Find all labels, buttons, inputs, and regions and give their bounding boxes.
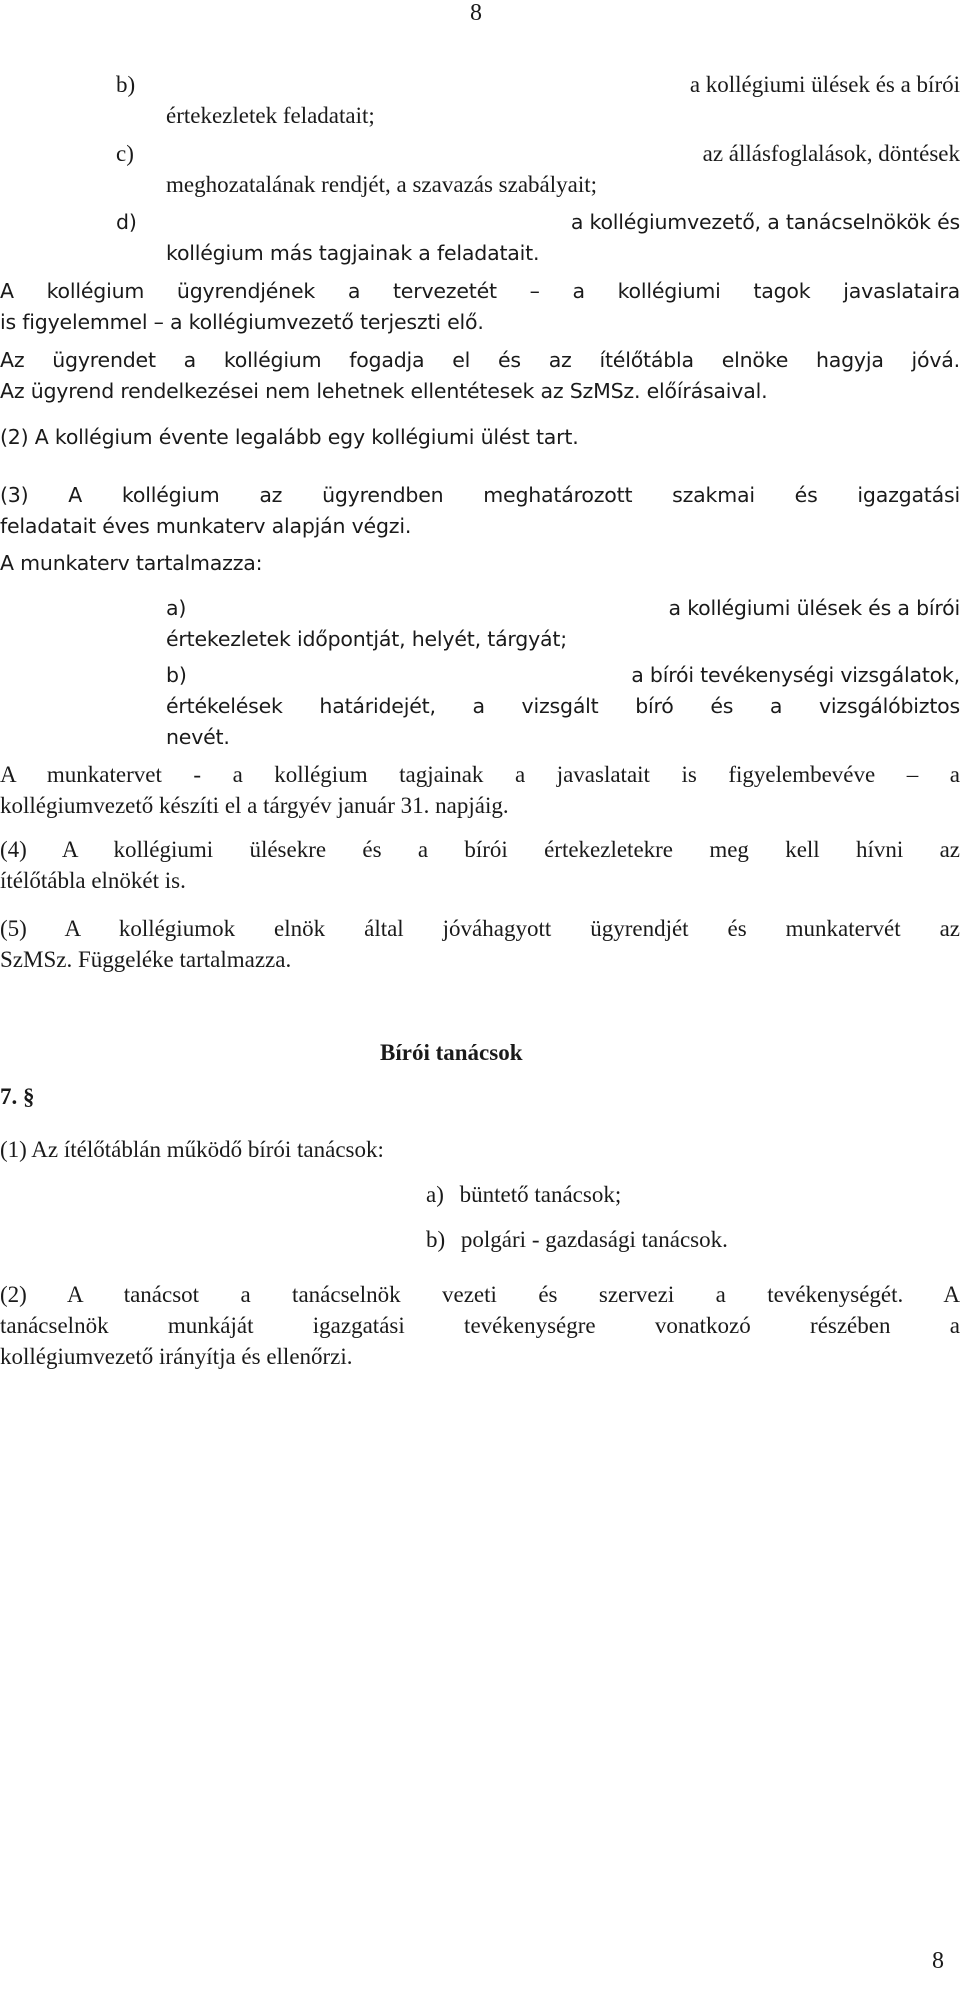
page-number-bottom: 8 bbox=[932, 1948, 944, 1974]
section-paragraph-2 bbox=[0, 1279, 960, 1372]
paragraph-line: A kollégium ügyrendjének a tervezetét – a kollégiumi tagok javaslataira bbox=[0, 279, 960, 303]
section-paragraph-1 bbox=[0, 1134, 960, 1165]
list-item-first-line: a kollégiumi ülések és a bírói bbox=[689, 72, 960, 97]
paragraph-ugyrend-approval bbox=[0, 345, 960, 407]
list-item-label: a) bbox=[426, 1182, 444, 1207]
list-item-continuation: meghozatalának rendjét, a szavazás szabályait; bbox=[166, 172, 598, 197]
paragraph-line: A munkatervet - a kollégium tagjainak a javaslatait is figyelembevéve – a bbox=[0, 762, 960, 787]
munkaterv-item-b bbox=[0, 660, 960, 753]
paragraph-line: A munkaterv tartalmazza: bbox=[0, 551, 263, 575]
tanacs-item-a bbox=[426, 1179, 621, 1210]
paragraph-line: (2) A tanácsot a tanácselnök vezeti és szervezi a tevékenységét. A bbox=[0, 1282, 960, 1307]
paragraph-line: SzMSz. Függeléke tartalmazza. bbox=[0, 947, 292, 972]
list-item-continuation: értekezletek időpontját, helyét, tárgyát; bbox=[166, 627, 567, 651]
paragraph-line: ítélőtábla elnökét is. bbox=[0, 868, 186, 893]
list-item-label: a) bbox=[166, 596, 187, 620]
list-item-label: c) bbox=[116, 141, 134, 166]
paragraph-line: is figyelemmel – a kollégiumvezető terjeszti elő. bbox=[0, 310, 484, 334]
list-item-label: b) bbox=[426, 1227, 446, 1252]
paragraph-line: (5) A kollégiumok elnök által jóváhagyott ügyrendjét és munkatervét az bbox=[0, 916, 960, 941]
paragraph-line: (1) Az ítélőtáblán működő bírói tanácsok: bbox=[0, 1137, 384, 1162]
paragraph-3 bbox=[0, 480, 960, 542]
paragraph-5 bbox=[0, 913, 960, 975]
list-item-text: büntető tanácsok; bbox=[459, 1182, 622, 1207]
section-heading: Bírói tanácsok bbox=[380, 1040, 523, 1065]
paragraph-line: kollégiumvezető irányítja és ellenőrzi. bbox=[0, 1344, 353, 1369]
list-item-first-line: a kollégiumvezető, a tanácselnökök és bbox=[570, 210, 960, 234]
list-item-continuation: nevét. bbox=[166, 725, 230, 749]
paragraph-2 bbox=[0, 422, 960, 453]
paragraph-line: kollégiumvezető készíti el a tárgyév január 31. napjáig. bbox=[0, 793, 509, 818]
list-item-c bbox=[0, 138, 960, 200]
paragraph-line: (4) A kollégiumi ülésekre és a bírói értekezletekre meg kell hívni az bbox=[0, 837, 960, 862]
paragraph-munkaterv-intro bbox=[0, 548, 960, 579]
list-item-label: b) bbox=[166, 663, 187, 687]
list-item-continuation: értékelések határidejét, a vizsgált bíró és a vizsgálóbiztos bbox=[166, 694, 960, 718]
list-item-first-line: az állásfoglalások, döntések bbox=[702, 141, 960, 166]
list-item-continuation: kollégium más tagjainak a feladatait. bbox=[166, 241, 540, 265]
list-item-first-line: a bírói tevékenységi vizsgálatok, bbox=[631, 663, 960, 687]
list-item-label: b) bbox=[116, 72, 136, 97]
page-number-top: 8 bbox=[470, 0, 482, 26]
tanacs-item-b bbox=[426, 1224, 728, 1255]
paragraph-line: (3) A kollégium az ügyrendben meghatározott szakmai és igazgatási bbox=[0, 483, 960, 507]
list-item-text: polgári - gazdasági tanácsok. bbox=[460, 1227, 728, 1252]
paragraph-line: Az ügyrendet a kollégium fogadja el és az ítélőtábla elnöke hagyja jóvá. bbox=[0, 348, 960, 372]
paragraph-line: (2) A kollégium évente legalább egy kollégiumi ülést tart. bbox=[0, 425, 579, 449]
paragraph-4 bbox=[0, 834, 960, 896]
list-item-first-line: a kollégiumi ülések és a bírói bbox=[668, 596, 960, 620]
paragraph-line: feladatait éves munkaterv alapján végzi. bbox=[0, 514, 412, 538]
paragraph-line: Az ügyrend rendelkezései nem lehetnek ellentétesek az SzMSz. előírásaival. bbox=[0, 379, 768, 403]
section-number: 7. § bbox=[0, 1084, 35, 1109]
list-item-continuation: értekezletek feladatait; bbox=[166, 103, 375, 128]
paragraph-ugyrend-draft bbox=[0, 276, 960, 338]
paragraph-munkaterv bbox=[0, 759, 960, 821]
list-item-b bbox=[0, 69, 960, 131]
paragraph-line: tanácselnök munkáját igazgatási tevékenységre vonatkozó részében a bbox=[0, 1313, 960, 1338]
list-item-label: d) bbox=[116, 210, 137, 234]
list-item-d bbox=[0, 207, 960, 269]
munkaterv-item-a bbox=[0, 593, 960, 655]
